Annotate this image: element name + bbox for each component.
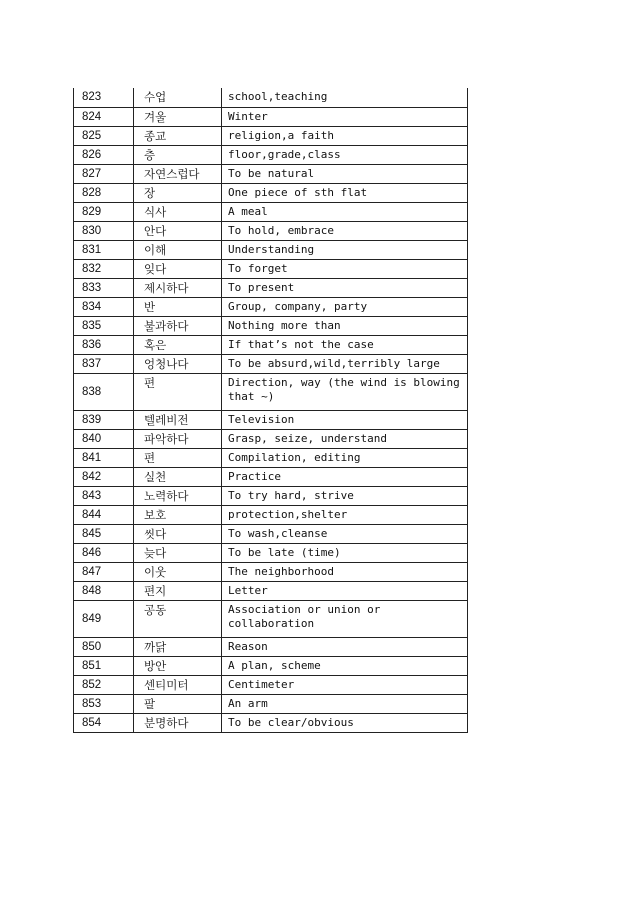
row-number-cell: 837 <box>74 354 134 373</box>
table-row <box>74 467 468 486</box>
row-number-cell: 839 <box>74 410 134 429</box>
table-row <box>74 240 468 259</box>
table-row <box>74 145 468 164</box>
korean-word-cell: 까닭 <box>134 637 222 656</box>
table-row <box>74 164 468 183</box>
row-number-cell: 836 <box>74 335 134 354</box>
table-row <box>74 126 468 145</box>
english-meaning-cell: protection,shelter <box>222 505 468 524</box>
row-number-cell: 833 <box>74 278 134 297</box>
english-meaning-cell: To forget <box>222 259 468 278</box>
english-meaning-cell: Understanding <box>222 240 468 259</box>
korean-word-cell: 수업 <box>134 88 222 107</box>
english-meaning-cell: A meal <box>222 202 468 221</box>
korean-word-cell: 안다 <box>134 221 222 240</box>
table-row <box>74 656 468 675</box>
english-meaning-cell: To be absurd,wild,terribly large <box>222 354 468 373</box>
row-number-cell: 835 <box>74 316 134 335</box>
korean-word-cell: 엉청나다 <box>134 354 222 373</box>
row-number-cell: 823 <box>74 88 134 107</box>
korean-word-cell: 팔 <box>134 694 222 713</box>
korean-word-cell: 보호 <box>134 505 222 524</box>
korean-word-cell: 제시하다 <box>134 278 222 297</box>
english-meaning-cell: A plan, scheme <box>222 656 468 675</box>
vocabulary-table <box>73 88 468 733</box>
english-meaning-cell: If that’s not the case <box>222 335 468 354</box>
table-row <box>74 562 468 581</box>
row-number-cell: 843 <box>74 486 134 505</box>
table-row <box>74 373 468 410</box>
english-meaning-cell: Centimeter <box>222 675 468 694</box>
row-number-cell: 854 <box>74 713 134 732</box>
table-row <box>74 259 468 278</box>
korean-word-cell: 늦다 <box>134 543 222 562</box>
table-row <box>74 600 468 637</box>
table-row <box>74 486 468 505</box>
table-row <box>74 297 468 316</box>
english-meaning-cell: An arm <box>222 694 468 713</box>
english-meaning-cell: Grasp, seize, understand <box>222 429 468 448</box>
korean-word-cell: 종교 <box>134 126 222 145</box>
row-number-cell: 824 <box>74 107 134 126</box>
table-row <box>74 278 468 297</box>
korean-word-cell: 식사 <box>134 202 222 221</box>
row-number-cell: 853 <box>74 694 134 713</box>
english-meaning-cell: Practice <box>222 467 468 486</box>
english-meaning-cell: To be late (time) <box>222 543 468 562</box>
row-number-cell: 852 <box>74 675 134 694</box>
english-meaning-cell: floor,grade,class <box>222 145 468 164</box>
korean-word-cell: 센티미터 <box>134 675 222 694</box>
english-meaning-cell: To be clear/obvious <box>222 713 468 732</box>
korean-word-cell: 이해 <box>134 240 222 259</box>
table-row <box>74 354 468 373</box>
row-number-cell: 826 <box>74 145 134 164</box>
english-meaning-cell: Nothing more than <box>222 316 468 335</box>
korean-word-cell: 편 <box>134 448 222 467</box>
english-meaning-cell: religion,a faith <box>222 126 468 145</box>
row-number-cell: 844 <box>74 505 134 524</box>
english-meaning-cell: Direction, way (the wind is blowing that ~) <box>222 373 468 410</box>
table-row <box>74 694 468 713</box>
row-number-cell: 846 <box>74 543 134 562</box>
table-row <box>74 713 468 732</box>
english-meaning-cell: To wash,cleanse <box>222 524 468 543</box>
row-number-cell: 834 <box>74 297 134 316</box>
row-number-cell: 832 <box>74 259 134 278</box>
row-number-cell: 848 <box>74 581 134 600</box>
table-row <box>74 410 468 429</box>
table-row <box>74 581 468 600</box>
table-row <box>74 221 468 240</box>
row-number-cell: 849 <box>74 600 134 637</box>
korean-word-cell: 반 <box>134 297 222 316</box>
table-row <box>74 505 468 524</box>
table-row <box>74 183 468 202</box>
row-number-cell: 850 <box>74 637 134 656</box>
english-meaning-cell: Group, company, party <box>222 297 468 316</box>
korean-word-cell: 겨울 <box>134 107 222 126</box>
korean-word-cell: 혹은 <box>134 335 222 354</box>
english-meaning-cell: Reason <box>222 637 468 656</box>
english-meaning-cell: Winter <box>222 107 468 126</box>
table-row <box>74 543 468 562</box>
korean-word-cell: 자연스럽다 <box>134 164 222 183</box>
table-row <box>74 316 468 335</box>
english-meaning-cell: To be natural <box>222 164 468 183</box>
korean-word-cell: 이웃 <box>134 562 222 581</box>
vocabulary-table-body <box>74 88 468 732</box>
table-row <box>74 637 468 656</box>
korean-word-cell: 장 <box>134 183 222 202</box>
table-row <box>74 335 468 354</box>
english-meaning-cell: One piece of sth flat <box>222 183 468 202</box>
english-meaning-cell: Television <box>222 410 468 429</box>
row-number-cell: 830 <box>74 221 134 240</box>
korean-word-cell: 분명하다 <box>134 713 222 732</box>
english-meaning-cell: school,teaching <box>222 88 468 107</box>
row-number-cell: 845 <box>74 524 134 543</box>
english-meaning-cell: To try hard, strive <box>222 486 468 505</box>
row-number-cell: 851 <box>74 656 134 675</box>
korean-word-cell: 파악하다 <box>134 429 222 448</box>
row-number-cell: 827 <box>74 164 134 183</box>
table-row <box>74 202 468 221</box>
table-row <box>74 107 468 126</box>
row-number-cell: 828 <box>74 183 134 202</box>
korean-word-cell: 공동 <box>134 600 222 637</box>
row-number-cell: 842 <box>74 467 134 486</box>
korean-word-cell: 편 <box>134 373 222 410</box>
row-number-cell: 840 <box>74 429 134 448</box>
english-meaning-cell: The neighborhood <box>222 562 468 581</box>
english-meaning-cell: Compilation, editing <box>222 448 468 467</box>
english-meaning-cell: Letter <box>222 581 468 600</box>
korean-word-cell: 방안 <box>134 656 222 675</box>
table-row <box>74 524 468 543</box>
korean-word-cell: 편지 <box>134 581 222 600</box>
row-number-cell: 841 <box>74 448 134 467</box>
korean-word-cell: 실천 <box>134 467 222 486</box>
table-row <box>74 429 468 448</box>
row-number-cell: 831 <box>74 240 134 259</box>
english-meaning-cell: Association or union or collaboration <box>222 600 468 637</box>
korean-word-cell: 불과하다 <box>134 316 222 335</box>
row-number-cell: 829 <box>74 202 134 221</box>
korean-word-cell: 잊다 <box>134 259 222 278</box>
row-number-cell: 825 <box>74 126 134 145</box>
korean-word-cell: 텔레비전 <box>134 410 222 429</box>
korean-word-cell: 씻다 <box>134 524 222 543</box>
table-row <box>74 448 468 467</box>
english-meaning-cell: To hold, embrace <box>222 221 468 240</box>
row-number-cell: 838 <box>74 373 134 410</box>
row-number-cell: 847 <box>74 562 134 581</box>
korean-word-cell: 층 <box>134 145 222 164</box>
english-meaning-cell: To present <box>222 278 468 297</box>
table-row <box>74 675 468 694</box>
korean-word-cell: 노력하다 <box>134 486 222 505</box>
table-row <box>74 88 468 107</box>
